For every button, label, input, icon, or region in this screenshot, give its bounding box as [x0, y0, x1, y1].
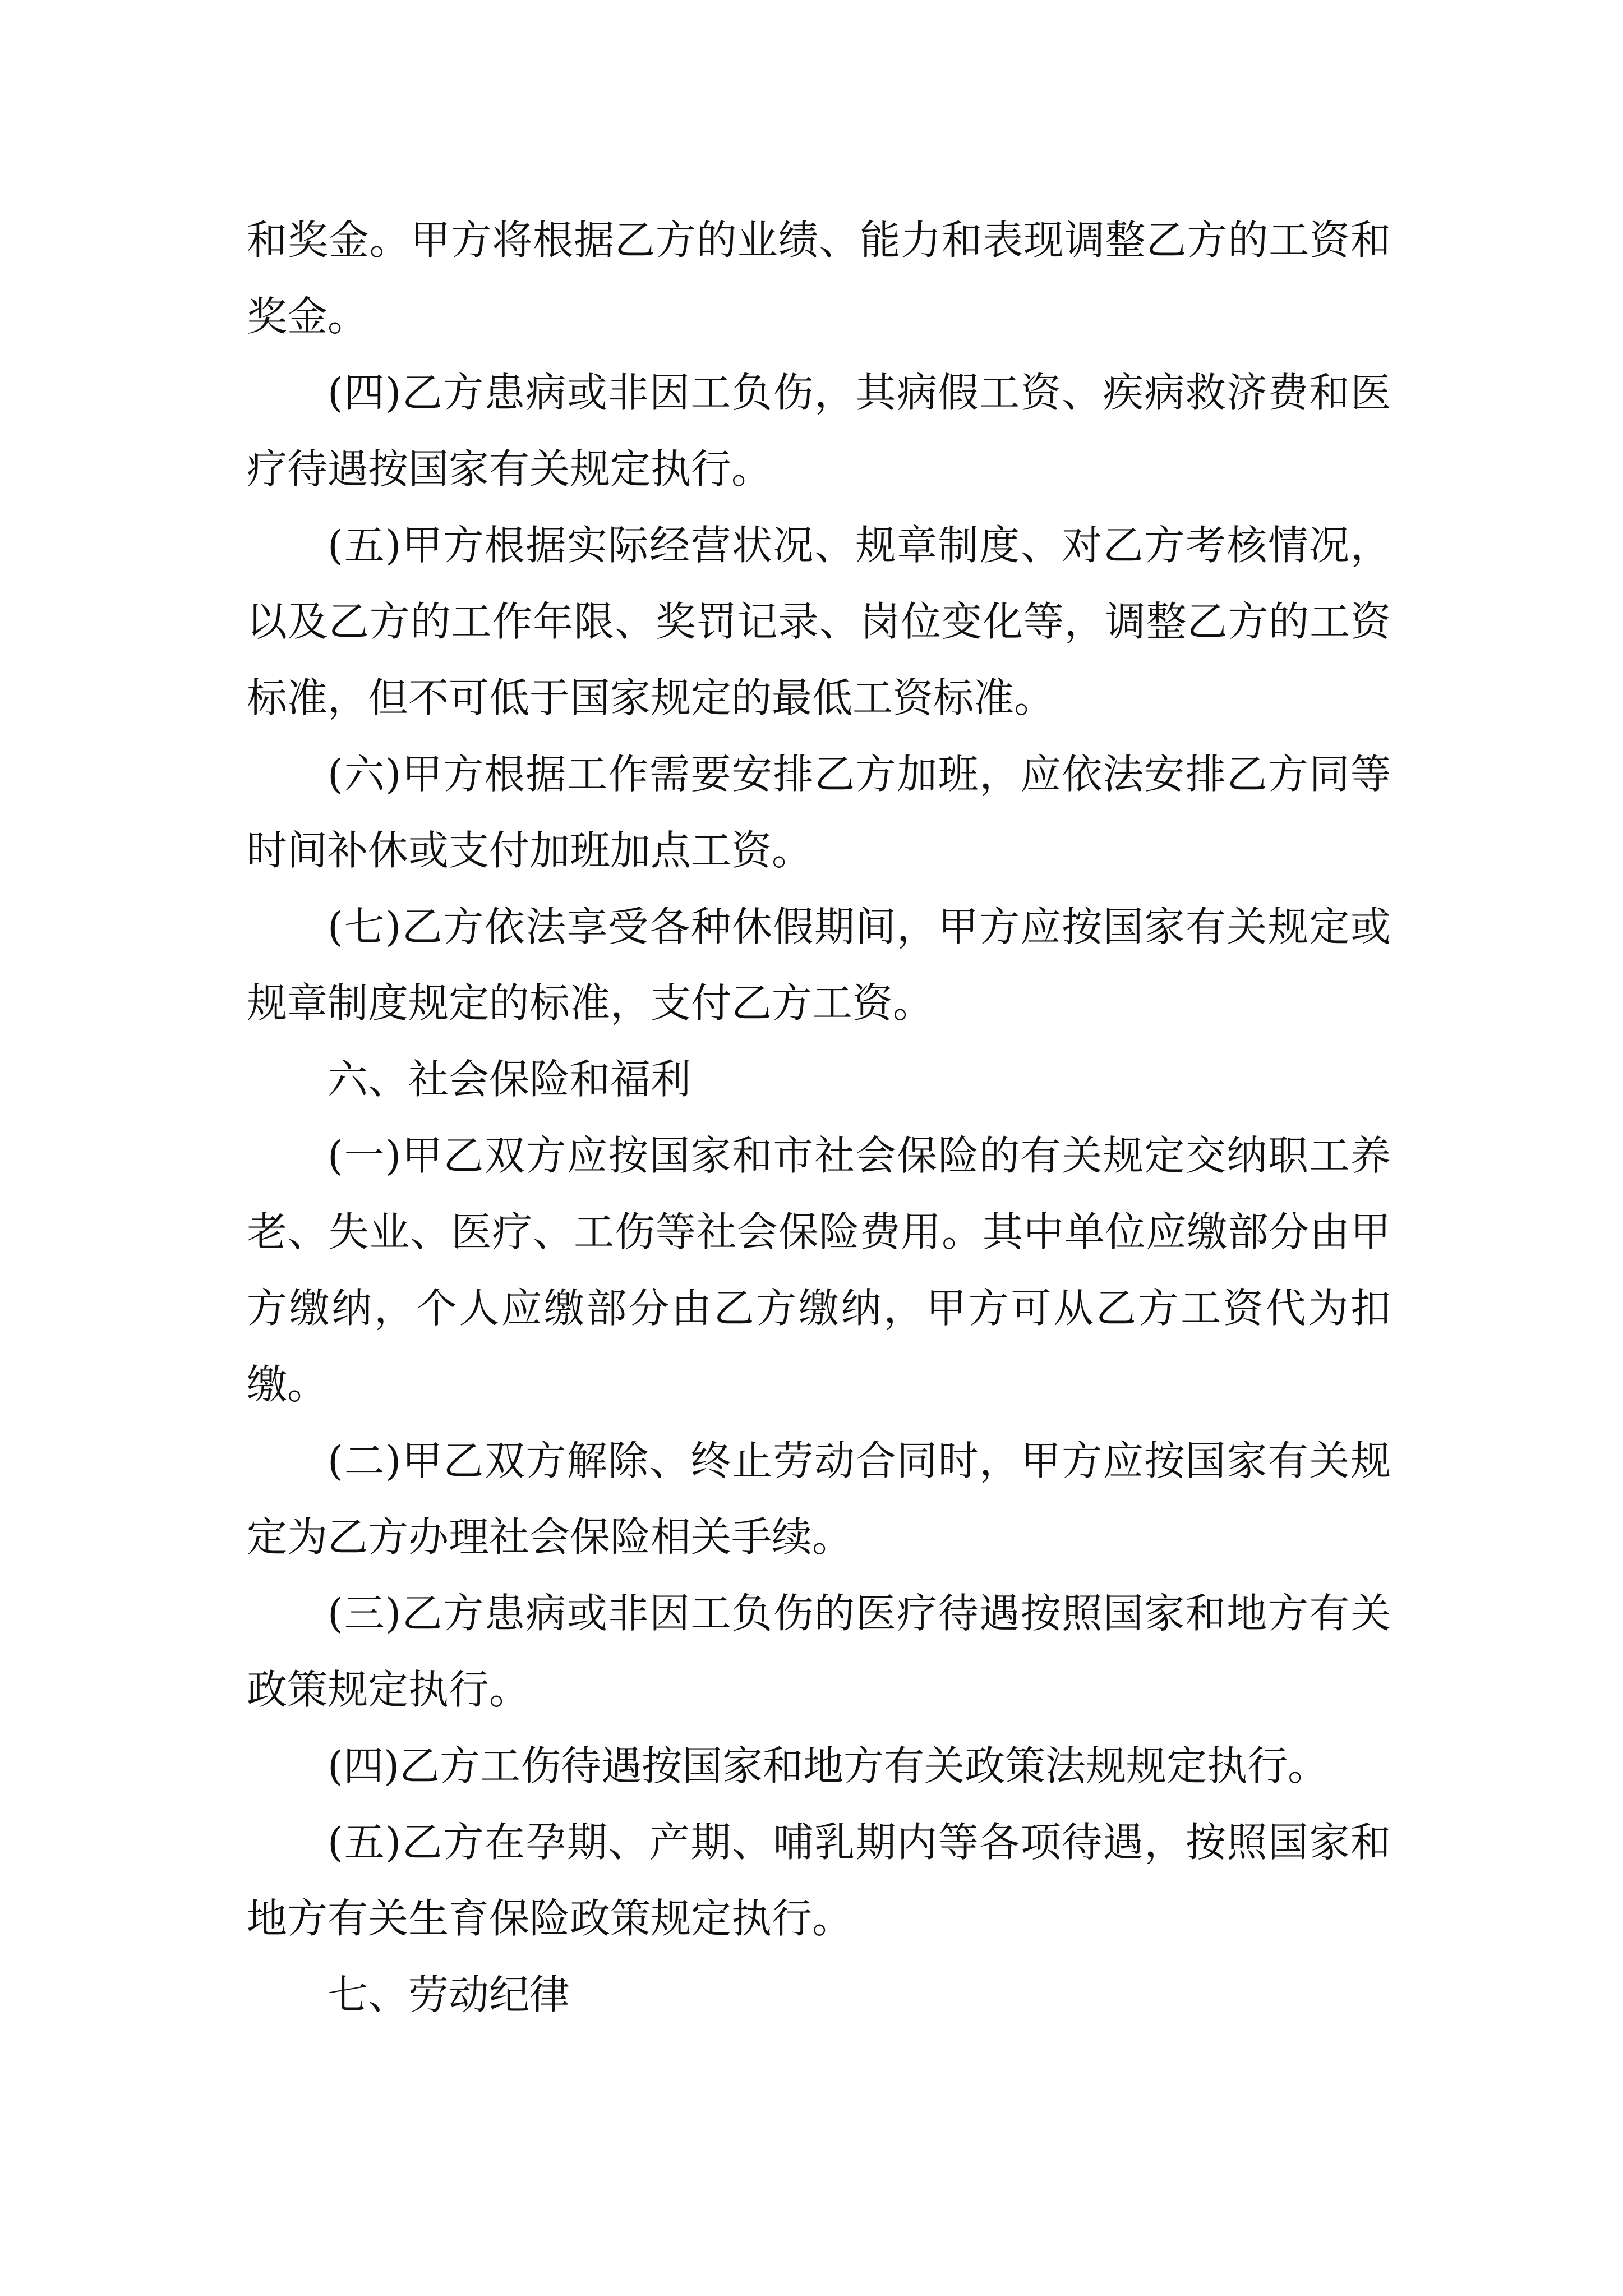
paragraph-clause-5-wage-adjustment: (五)甲方根据实际经营状况、规章制度、对乙方考核情况，以及乙方的工作年限、奖罚记录、岗位变化等，调整乙方的工资标准，但不可低于国家规定的最低工资标准。: [247, 522, 1391, 721]
paragraph-insurance-clause-4: (四)乙方工伤待遇按国家和地方有关政策法规规定执行。: [328, 1742, 1329, 1789]
paragraph-clause-6-overtime: (六)甲方根据工作需要安排乙方加班，应依法安排乙方同等时间补休或支付加班加点工资。: [247, 751, 1391, 874]
section-heading-social-insurance: 六、社会保险和福利: [328, 1056, 691, 1103]
paragraph-clause-4-sick-leave: (四)乙方患病或非因工负伤，其病假工资、疾病救济费和医疗待遇按国家有关规定执行。: [247, 369, 1391, 493]
paragraph-insurance-clause-3: (三)乙方患病或非因工负伤的医疗待遇按照国家和地方有关政策规定执行。: [247, 1590, 1391, 1713]
document-body: [247, 202, 1391, 2033]
paragraph-wages-bonus-continued: 和奖金。甲方将根据乙方的业绩、能力和表现调整乙方的工资和奖金。: [247, 217, 1391, 340]
paragraph-insurance-clause-1: (一)甲乙双方应按国家和市社会保险的有关规定交纳职工养老、失业、医疗、工伤等社会保险费用。其中单位应缴部分由甲方缴纳，个人应缴部分由乙方缴纳，甲方可从乙方工资代为扣缴。: [247, 1132, 1391, 1408]
section-heading-labor-discipline: 七、劳动纪律: [328, 1971, 570, 2018]
paragraph-insurance-clause-5: (五)乙方在孕期、产期、哺乳期内等各项待遇，按照国家和地方有关生育保险政策规定执行。: [247, 1819, 1391, 1942]
paragraph-insurance-clause-2: (二)甲乙双方解除、终止劳动合同时，甲方应按国家有关规定为乙方办理社会保险相关手续。: [247, 1437, 1391, 1561]
paragraph-clause-7-leave-pay: (七)乙方依法享受各种休假期间，甲方应按国家有关规定或规章制度规定的标准，支付乙方工资。: [247, 903, 1391, 1027]
